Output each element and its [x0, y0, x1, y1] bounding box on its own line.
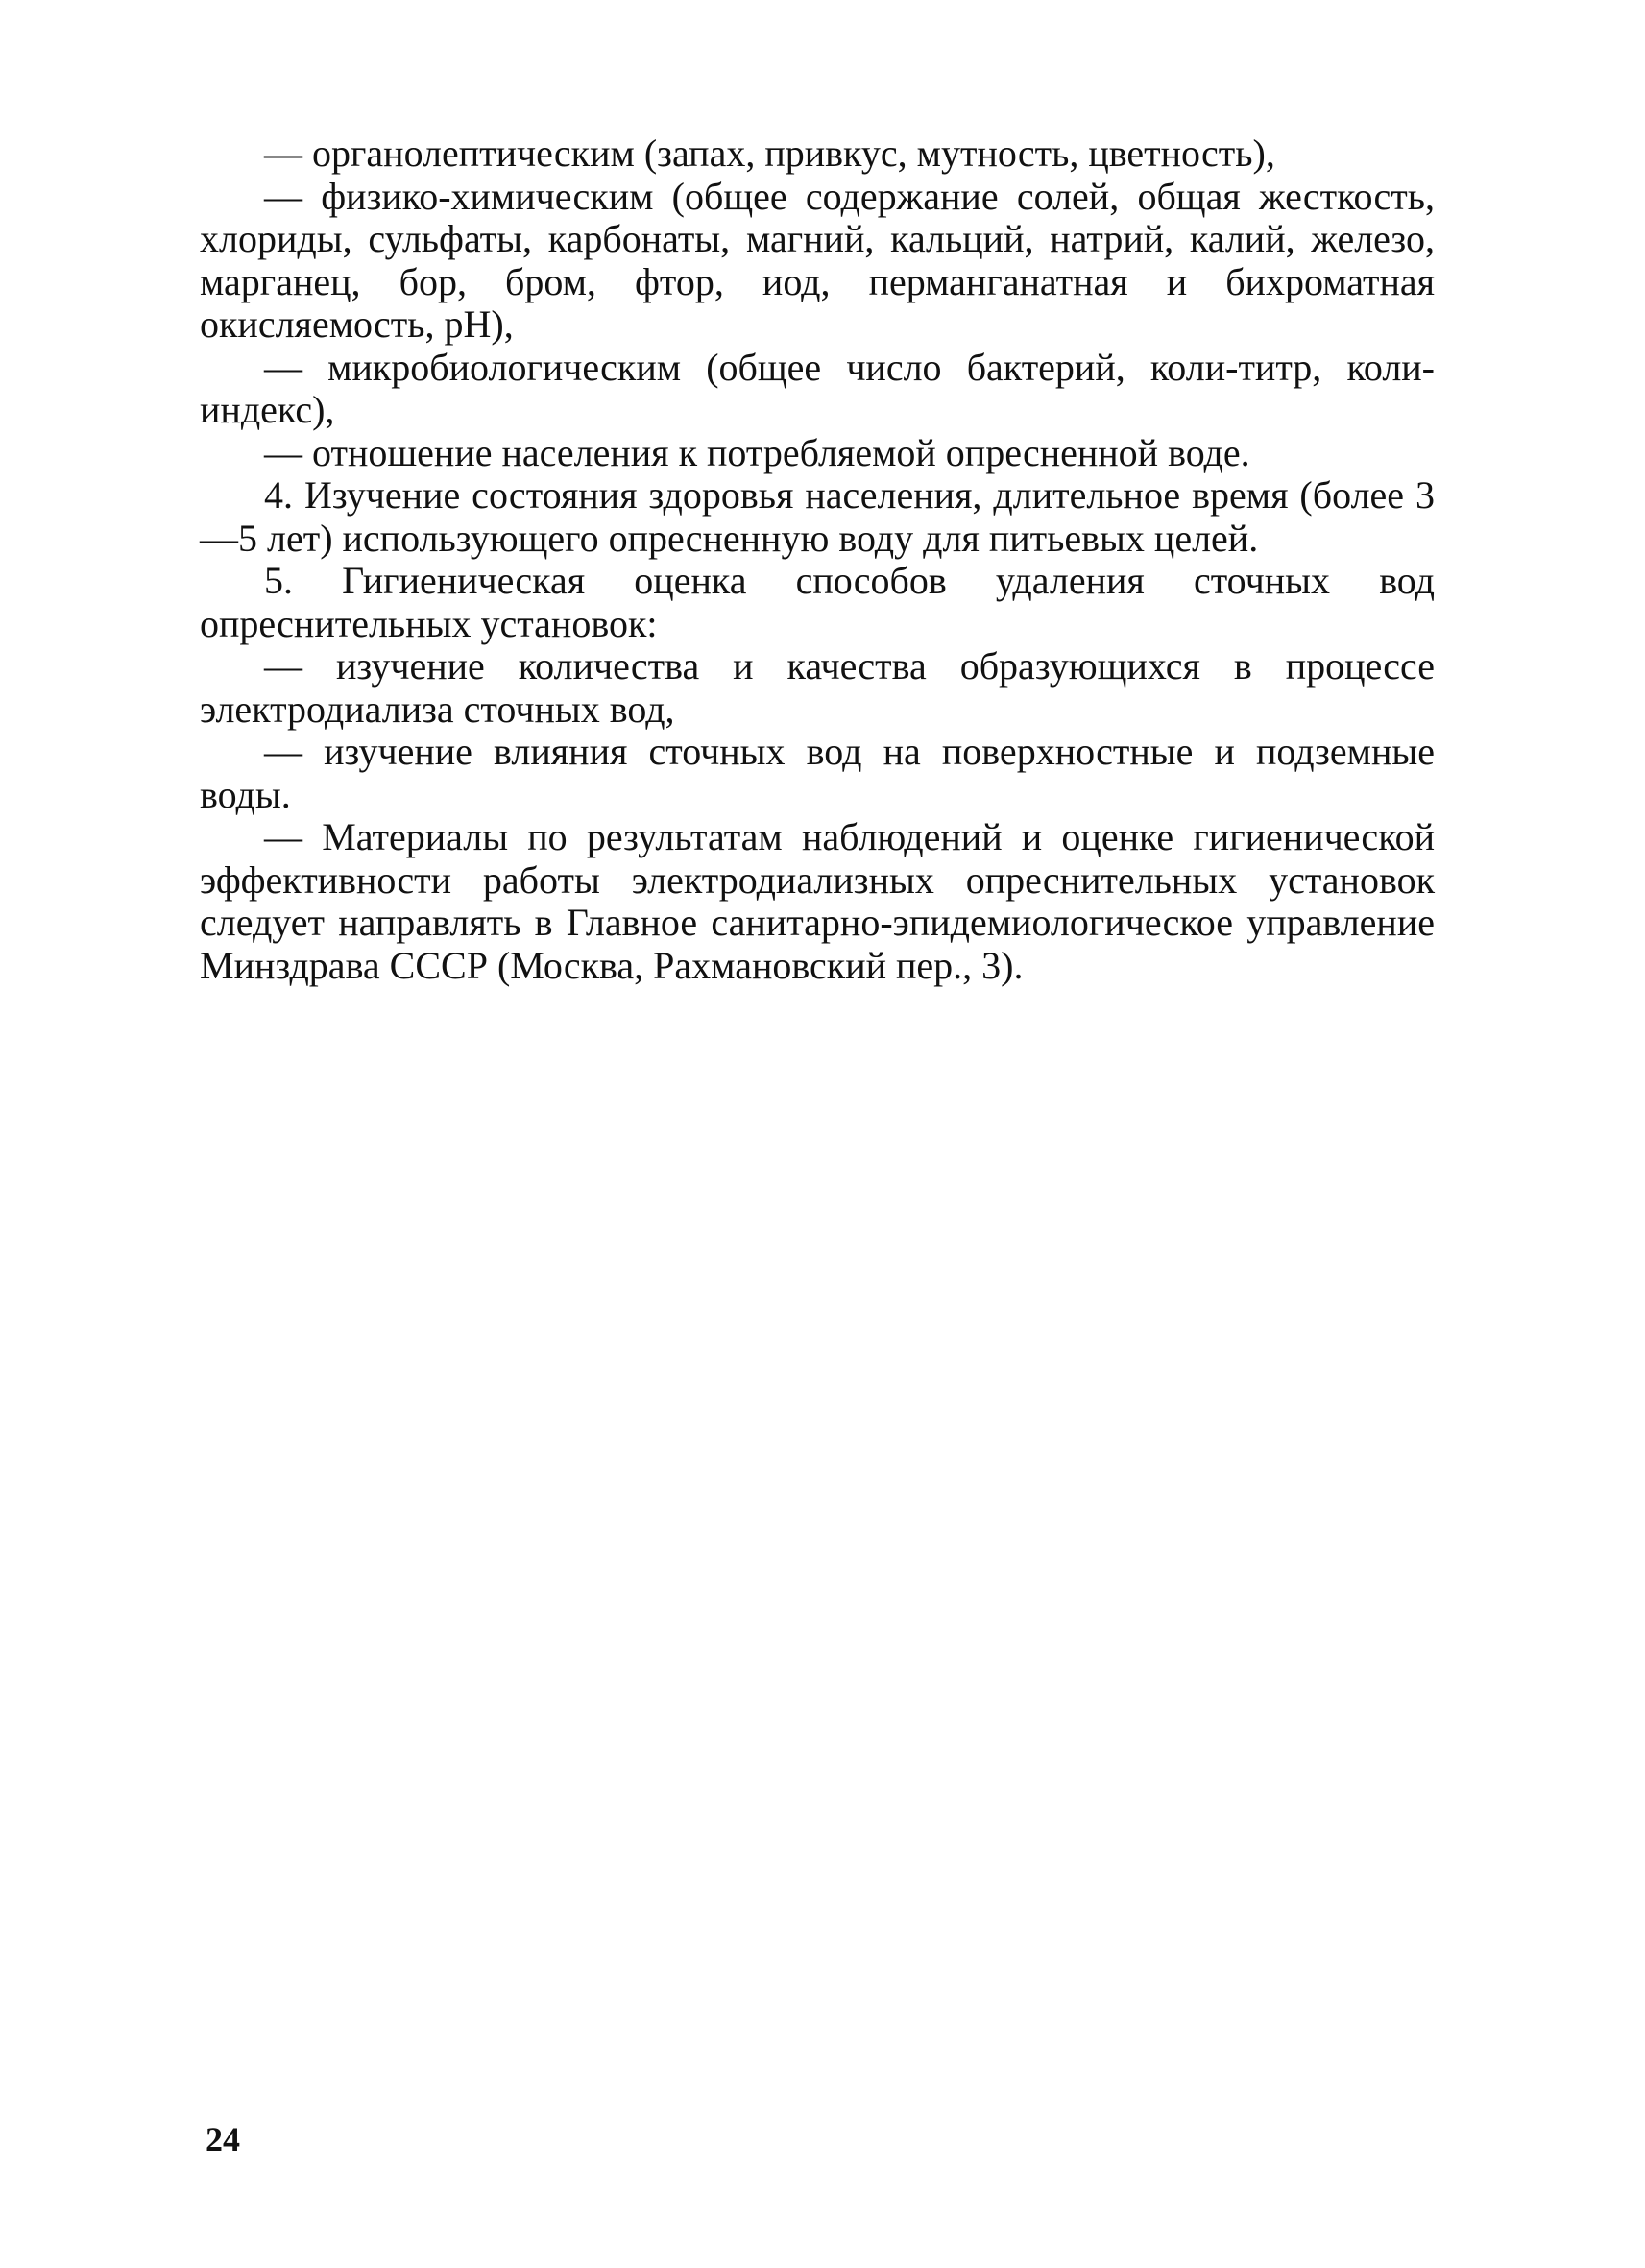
- paragraph-microbiological: — микробиологическим (общее число бактерий, коли-титр, коли-индекс),: [200, 345, 1435, 431]
- paragraph-wastewater-influence: — изучение влияния сточных вод на поверхностные и подземные воды.: [200, 730, 1435, 816]
- paragraph-organoleptic: — органолептическим (запах, привкус, мутность, цветность),: [264, 132, 1275, 175]
- paragraph-physico-chemical: — физико-химическим (общее содержание солей, общая жесткость, хлориды, сульфаты, карбонаты, магний, кальций, натрий, калий, железо, марганец, бор, бром, фтор, иод, перманганатная и бихроматная окисляемость, pH),: [200, 174, 1435, 346]
- paragraph-wastewater-assessment: 5. Гигиеническая оценка способов удаления сточных вод опреснительных установок:: [200, 559, 1435, 645]
- paragraph-materials-submission: — Материалы по результатам наблюдений и оценке гигиенической эффективности работы электродиализных опреснительных установок следует направлять в Главное санитарно-эпидемиологическое управление Минздрава СССР (Москва, Рахмановский пер., 3).: [200, 815, 1435, 987]
- body-text: [200, 133, 1435, 987]
- page-number: 24: [206, 2120, 240, 2159]
- paragraph-health-study: 4. Изучение состояния здоровья населения, длительное время (более 3—5 лет) использующего опресненную воду для питьевых целей.: [200, 473, 1435, 560]
- paragraph-population-attitude: — отношение населения к потребляемой опресненной воде.: [264, 430, 1250, 474]
- paragraph-wastewater-quantity: — изучение количества и качества образующихся в процессе электродиализа сточных вод,: [200, 644, 1435, 731]
